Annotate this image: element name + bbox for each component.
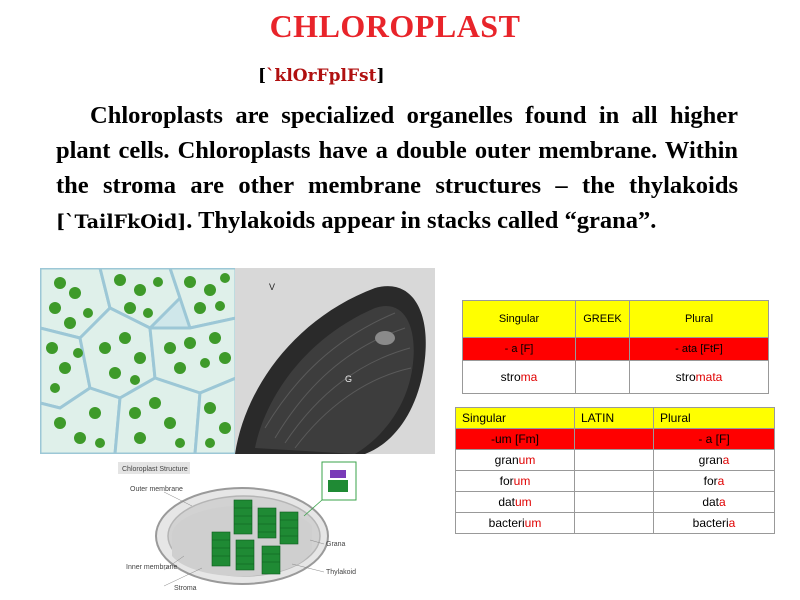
chloroplast-structure-diagram <box>112 456 374 596</box>
greek-plural-table <box>462 300 769 394</box>
word-suffix: a <box>719 495 726 509</box>
table-row <box>456 492 775 513</box>
label-v: V <box>269 282 276 292</box>
word-stem: gran <box>698 453 723 467</box>
singular-word <box>456 450 575 471</box>
word-suffix: ma <box>520 370 538 384</box>
chloroplast-electron-micrograph <box>235 268 435 454</box>
diagram-label-grana: Grana <box>326 541 346 548</box>
word-stem: stro <box>500 370 521 384</box>
word-stem: bacteri <box>692 516 729 530</box>
empty-cell <box>575 471 654 492</box>
plural-suffix: - a [F] <box>654 429 775 450</box>
word-suffix: a <box>728 516 736 530</box>
header-singular: Singular <box>456 408 575 429</box>
singular-word <box>456 492 575 513</box>
singular-word <box>456 471 575 492</box>
transcription <box>258 66 385 86</box>
empty-cell <box>575 492 654 513</box>
empty-cell <box>575 450 654 471</box>
paragraph-part2: . Thylakoids appear in stacks called “grana”. <box>186 207 657 234</box>
table-header-row <box>463 301 769 338</box>
singular-suffix: - a [F] <box>463 338 576 361</box>
description-paragraph <box>56 98 738 240</box>
empty-cell <box>576 338 630 361</box>
singular-word <box>463 361 576 394</box>
paragraph-part1: Chloroplasts are specialized organelles found in all higher plant cells. Chloroplasts have a double outer membrane. Within the stroma are other membrane structures – the thylakoids <box>56 102 738 199</box>
page-title: CHLOROPLAST <box>269 8 521 44</box>
word-suffix: mata <box>695 370 723 384</box>
empty-cell <box>575 429 654 450</box>
table-row <box>463 361 769 394</box>
plural-word <box>654 513 775 534</box>
label-g: G <box>345 374 353 384</box>
suffix-row <box>456 429 775 450</box>
empty-cell <box>575 513 654 534</box>
word-stem: gran <box>494 453 519 467</box>
diagram-label-thylakoid: Thylakoid <box>326 569 356 576</box>
word-suffix: um <box>524 516 542 530</box>
header-language: GREEK <box>576 301 630 338</box>
plural-word <box>630 361 769 394</box>
word-suffix: um <box>513 474 531 488</box>
word-stem: dat <box>498 495 515 509</box>
table-row <box>456 513 775 534</box>
header-language: LATIN <box>575 408 654 429</box>
table-row <box>456 471 775 492</box>
transcription-close-bracket: ] <box>376 66 385 86</box>
word-stem: for <box>499 474 514 488</box>
header-singular: Singular <box>463 301 576 338</box>
transcription-text: ˋklOrFplFst <box>266 66 377 86</box>
word-stem: stro <box>675 370 696 384</box>
word-suffix: a <box>717 474 725 488</box>
thylakoid-transcription: [ˋTailFkOid] <box>56 211 187 233</box>
diagram-label-outer: Outer membrane <box>130 486 183 493</box>
word-stem: dat <box>702 495 719 509</box>
plural-word <box>654 471 775 492</box>
table-row <box>456 450 775 471</box>
header-plural: Plural <box>630 301 769 338</box>
header-plural: Plural <box>654 408 775 429</box>
suffix-row <box>463 338 769 361</box>
word-suffix: um <box>515 495 532 509</box>
singular-word <box>456 513 575 534</box>
word-suffix: um <box>518 453 536 467</box>
diagram-label-stroma: Stroma <box>174 585 197 592</box>
plant-cells-micrograph <box>40 268 236 454</box>
diagram-label-inner: Inner membrane <box>126 564 178 571</box>
latin-plural-table <box>455 407 775 534</box>
singular-suffix: -um [Fm] <box>456 429 575 450</box>
plural-suffix: - ata [FtF] <box>630 338 769 361</box>
word-stem: bacteri <box>488 516 525 530</box>
plural-word <box>654 492 775 513</box>
table-header-row <box>456 408 775 429</box>
plural-word <box>654 450 775 471</box>
word-stem: for <box>703 474 718 488</box>
empty-cell <box>576 361 630 394</box>
transcription-open-bracket: [ <box>258 66 267 86</box>
word-suffix: a <box>722 453 730 467</box>
diagram-header: Chloroplast Structure <box>122 466 188 473</box>
